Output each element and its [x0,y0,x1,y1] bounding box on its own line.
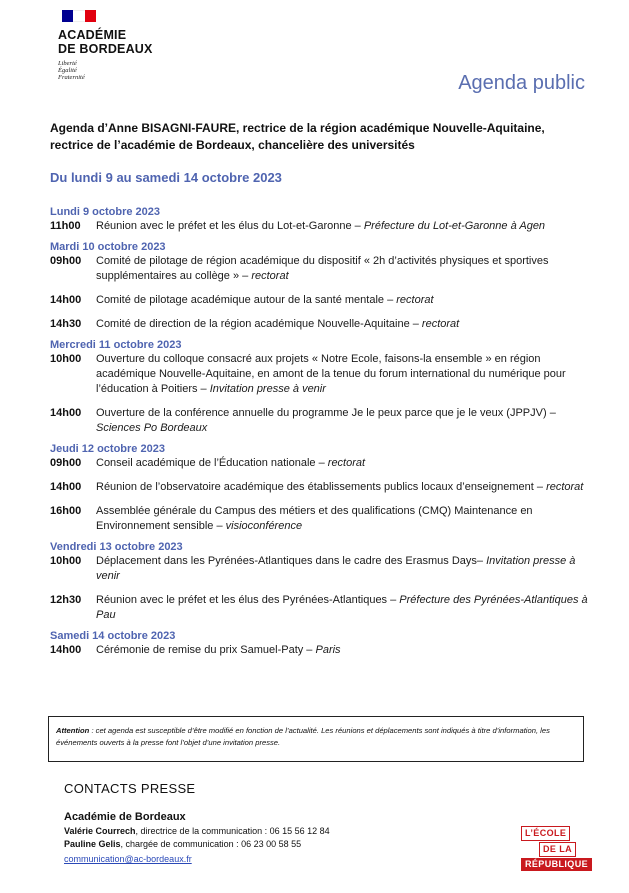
event-location: Invitation presse à venir [96,555,576,582]
attention-notice [48,716,584,762]
event-description: Ouverture du colloque consacré aux projets « Notre Ecole, faisons-la ensemble » en région académique Nouvelle-Aquitaine, en amont de la tenue du forum international du numérique pour l’éducation à Poitiers – [96,353,566,395]
day-title: Mercredi 11 octobre 2023 [50,339,182,351]
agenda-event [50,554,590,584]
event-location: Paris [315,644,341,656]
event-text [96,352,590,397]
event-location: rectorat [327,457,366,469]
press-contacts [64,810,330,866]
event-location: Préfecture du Lot-et-Garonne à Agen [363,220,546,232]
event-text [96,254,590,284]
republic-motto [58,60,153,81]
event-time: 12h30 [50,594,82,606]
event-description: Comité de pilotage académique autour de la santé mentale – [96,294,397,306]
contact-person [64,825,330,838]
event-description: Assemblée générale du Campus des métiers et des qualifications (CMQ) Maintenance en Environnement sensible – [96,505,533,532]
contacts-organisation: Académie de Bordeaux [64,811,186,823]
marianne-flag-icon [62,10,96,22]
event-description: Cérémonie de remise du prix Samuel-Paty – [96,644,316,656]
event-time: 10h00 [50,353,82,365]
day-title: Jeudi 12 octobre 2023 [50,443,165,455]
agenda-event [50,504,590,534]
contact-name: Pauline Gelis [64,839,121,849]
event-description: Comité de pilotage de région académique du dispositif « 2h d’activités physiques et sportives supplémentaires au collège » – [96,255,549,282]
agenda-event [50,352,590,397]
logo-line-2: DE BORDEAUX [58,42,153,56]
event-description: Ouverture de la conférence annuelle du programme Je le peux parce que je le veux (JPPJV) – [96,407,556,419]
day-title: Vendredi 13 octobre 2023 [50,541,183,553]
day-block [50,241,590,332]
event-location: visioconférence [225,520,303,532]
agenda-event [50,293,590,308]
event-time: 09h00 [50,457,82,469]
day-block [50,443,590,534]
day-title: Lundi 9 octobre 2023 [50,206,161,218]
day-title: Samedi 14 octobre 2023 [50,630,176,642]
day-block [50,541,590,623]
contacts-title: CONTACTS PRESSE [64,781,196,796]
ecole-logo-line-1: L’ÉCOLE [521,826,570,841]
event-location: rectorat [421,318,460,330]
event-description: Réunion avec le préfet et les élus des Pyrénées-Atlantiques – [96,594,400,606]
event-time: 10h00 [50,555,82,567]
agenda-list [50,206,590,665]
notice-label: Attention [56,726,90,735]
event-time: 14h00 [50,644,82,656]
agenda-event [50,317,590,332]
agenda-event [50,480,590,495]
event-location: Préfecture des Pyrénées-Atlantiques à Pau [96,594,588,621]
logo-line-1: ACADÉMIE [58,28,127,42]
ecole-logo-line-2: DE LA [539,842,576,857]
agenda-event [50,254,590,284]
event-text [96,643,590,658]
notice-text: : cet agenda est susceptible d’être modifié en fonction de l’actualité. Les réunions et déplacements sont indiqués à titre d’information, les événements ouverts à la presse font l’objet d’une invitation presse. [56,726,550,747]
event-location: rectorat [396,294,434,306]
day-block [50,206,590,234]
event-description: Conseil académique de l’Éducation nationale – [96,457,328,469]
agenda-event [50,643,590,658]
event-text [96,480,590,495]
contact-name: Valérie Courrech [64,826,136,836]
day-block [50,339,590,436]
agenda-event [50,406,590,436]
event-description: Réunion de l’observatoire académique des établissements publics locaux d’enseignement – [96,481,547,493]
contact-role: , chargée de communication : 06 23 00 58 55 [120,839,302,849]
event-text [96,317,590,332]
event-text [96,219,590,234]
agenda-heading: Agenda d’Anne BISAGNI-FAURE, rectrice de la région académique Nouvelle-Aquitaine, rectrice de l’académie de Bordeaux, chancelière des universités [50,121,545,152]
day-block [50,630,590,658]
agenda-event [50,219,590,234]
event-time: 16h00 [50,505,82,517]
event-text [96,456,590,471]
event-time: 14h00 [50,294,82,306]
event-time: 14h00 [50,481,82,493]
agenda-event [50,593,590,623]
event-text [96,593,590,623]
ecole-republique-logo [521,826,605,871]
event-text [96,554,590,584]
event-description: Comité de direction de la région académique Nouvelle-Aquitaine – [96,318,422,330]
event-location: rectorat [546,481,584,493]
event-time: 14h30 [50,318,82,330]
event-location: Sciences Po Bordeaux [96,422,208,434]
event-location: Invitation presse à venir [209,383,326,395]
contact-email-link[interactable]: communication@ac-bordeaux.fr [64,854,192,864]
contact-person [64,838,330,851]
event-time: 09h00 [50,255,82,267]
event-time: 14h00 [50,407,82,419]
event-location: rectorat [251,270,289,282]
event-description: Réunion avec le préfet et les élus du Lot-et-Garonne – [96,220,364,232]
agenda-period: Du lundi 9 au samedi 14 octobre 2023 [50,170,282,185]
event-time: 11h00 [50,220,81,232]
motto-fraternite: Fraternité [58,74,85,81]
document-title: Agenda public [458,72,585,94]
motto-egalite: Égalité [58,67,77,74]
day-title: Mardi 10 octobre 2023 [50,241,166,253]
contact-role: , directrice de la communication : 06 15 56 12 84 [135,826,330,836]
academie-logo [58,10,153,81]
agenda-event [50,456,590,471]
ecole-logo-line-3: RÉPUBLIQUE [521,858,592,871]
event-text [96,293,590,308]
event-text [96,504,590,534]
motto-liberte: Liberté [58,60,77,67]
event-text [96,406,590,436]
event-description: Déplacement dans les Pyrénées-Atlantiques dans le cadre des Erasmus Days– [96,555,487,567]
